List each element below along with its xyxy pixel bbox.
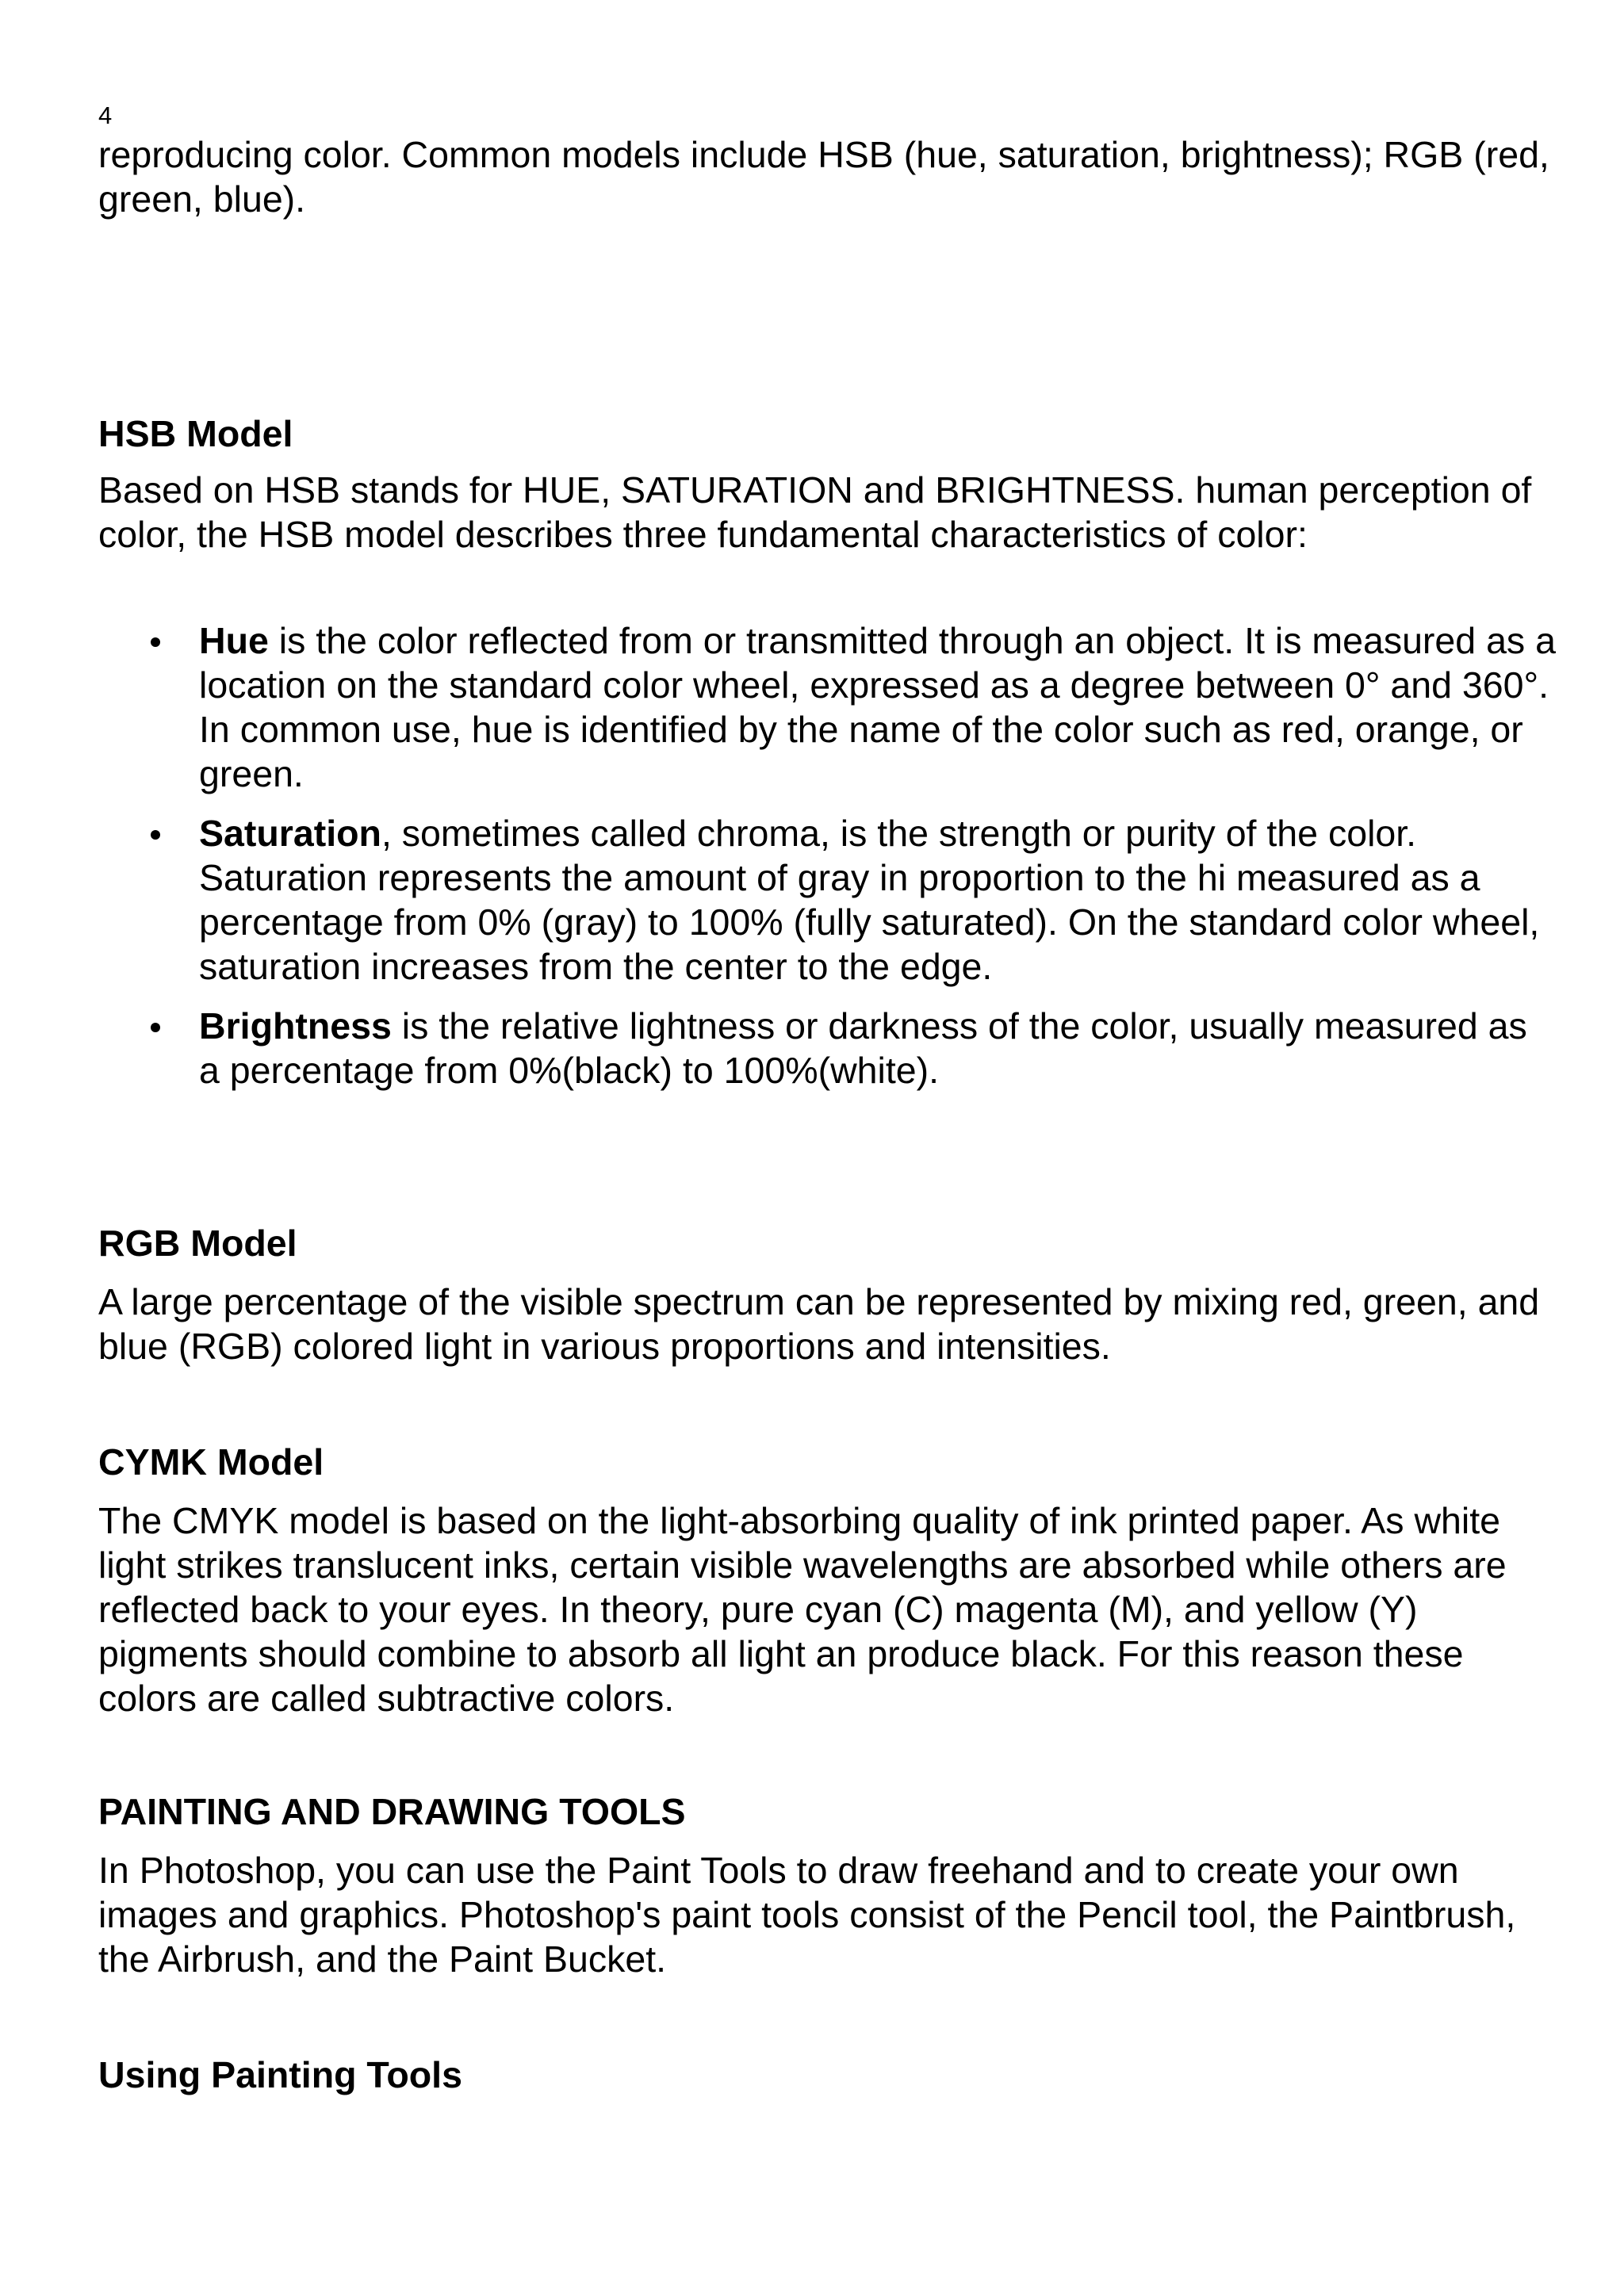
painting-tools-heading: PAINTING AND DRAWING TOOLS <box>98 1791 686 1832</box>
cymk-heading: CYMK Model <box>98 1441 324 1483</box>
hue-description: is the color reflected from or transmitted through an object. It is measured as a location on the standard color wheel, expressed as a degree between 0° and 360°. In common use, hue is identified by the name of the color such as red, orange, or green. <box>199 620 1556 794</box>
hsb-intro-paragraph: Based on HSB stands for HUE, SATURATION and BRIGHTNESS. human perception of color, the HSB model describes three fundamental characteristics of color: <box>98 469 1532 555</box>
rgb-heading: RGB Model <box>98 1223 297 1264</box>
painting-tools-paragraph: In Photoshop, you can use the Paint Tools to draw freehand and to create your own images and graphics. Photoshop's paint tools consist of the Pencil tool, the Paintbrush, the Airbrush, and the Paint Bucket. <box>98 1850 1516 1980</box>
list-item-saturation <box>98 811 1557 989</box>
bullet-icon <box>151 830 160 840</box>
cymk-paragraph: The CMYK model is based on the light-absorbing quality of ink printed paper. As white light strikes translucent inks, certain visible wavelengths are absorbed while others are reflected back to your eyes. In theory, pure cyan (C) magenta (M), and yellow (Y) pigments should combine to absorb all light an produce black. For this reason these colors are called subtractive colors. <box>98 1500 1507 1719</box>
page-number: 4 <box>98 101 113 129</box>
brightness-description: is the relative lightness or darkness of the color, usually measured as a percentage from 0%(black) to 100%(white). <box>199 1005 1527 1091</box>
term-brightness: Brightness <box>199 1005 392 1047</box>
bullet-icon <box>151 1023 160 1032</box>
intro-paragraph: reproducing color. Common models include HSB (hue, saturation, brightness); RGB (red, green, blue). <box>98 134 1549 220</box>
hsb-characteristics-list <box>98 618 1557 1108</box>
saturation-description: , sometimes called chroma, is the strength or purity of the color. Saturation represents the amount of gray in proportion to the hi measured as a percentage from 0% (gray) to 100% (fully saturated). On the standard color wheel, saturation increases from the center to the edge. <box>199 813 1540 987</box>
list-item-hue <box>98 618 1557 796</box>
term-hue: Hue <box>199 620 269 661</box>
hsb-heading: HSB Model <box>98 413 293 454</box>
rgb-paragraph: A large percentage of the visible spectrum can be represented by mixing red, green, and blue (RGB) colored light in various proportions and intensities. <box>98 1281 1540 1367</box>
bullet-icon <box>151 637 160 647</box>
list-item-brightness <box>98 1004 1557 1093</box>
term-saturation: Saturation <box>199 813 381 854</box>
using-painting-tools-heading: Using Painting Tools <box>98 2054 462 2095</box>
